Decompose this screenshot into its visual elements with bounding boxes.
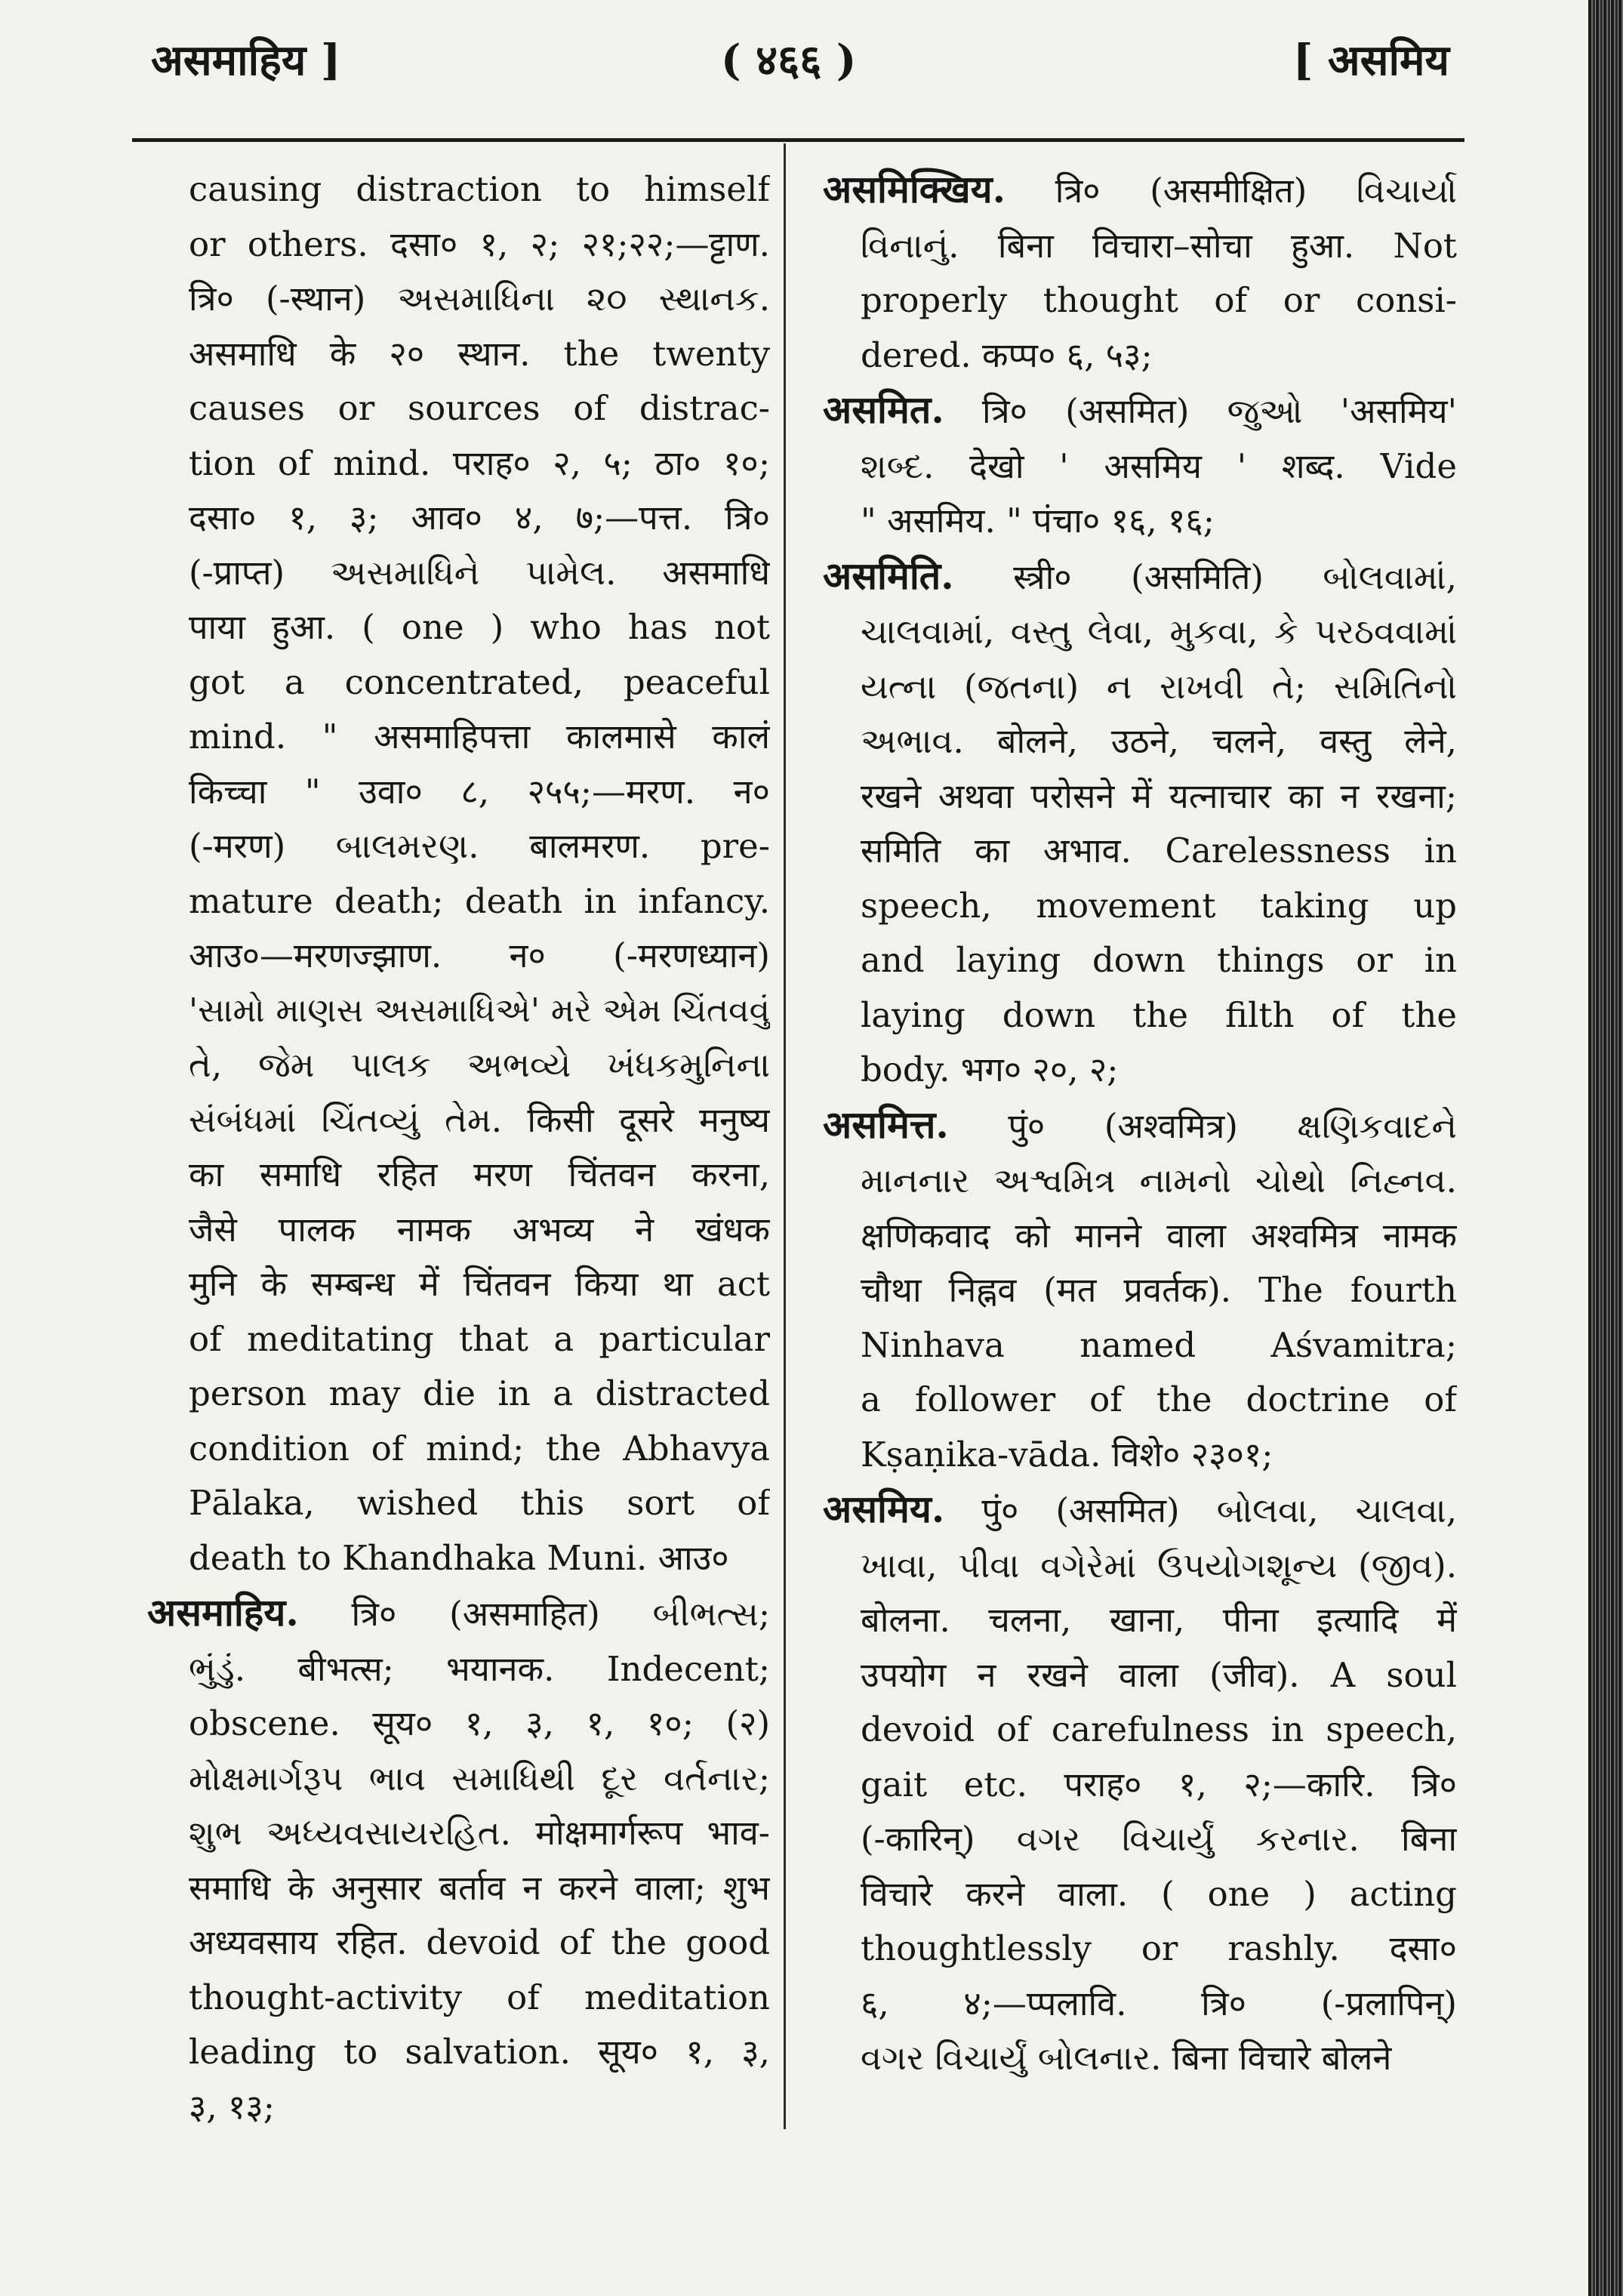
entry-line: पाया हुआ. ( one ) who has not — [189, 607, 770, 647]
entry-line: death to Khandhaka Muni. आउ० — [189, 1537, 729, 1578]
entry-line: સંબંધમાં ચિંતવ્યું તેમ. किसी दूसरे मनुष्य — [189, 1099, 770, 1140]
entry-line: ભુંડું. बीभत्स; भयानक. Indecent; — [189, 1648, 770, 1689]
header-rule — [132, 138, 1464, 142]
entry-line: causes or sources of distrac- — [189, 388, 770, 428]
entry-headword-line: असमाहिय. त्रि० (असमाहित) બીભત્સ; — [147, 1590, 770, 1635]
entry-line: रखने अथवा परोसने में यत्नाचार का न रखना; — [861, 775, 1457, 816]
entry-line: thoughtlessly or rashly. दसा० — [861, 1928, 1457, 1968]
running-head-right: [ असमिय — [1292, 35, 1449, 85]
entry-line: Ninhava named Aśvamitra; — [861, 1324, 1457, 1365]
entry-line: of meditating that a particular — [189, 1318, 770, 1359]
entry-line: ખાવા, પીવા વગેરેમાં ઉપયોગશૂન્ય (જીવ). — [861, 1545, 1457, 1586]
entry-line: mind. " असमाहिपत्ता कालमासे कालं — [189, 717, 770, 757]
entry-line: ચાલવામાં, વસ્તુ લેવા, મુકવા, કે પરઠવવામાં — [861, 612, 1457, 652]
entry-line: असमाधि के २० स्थान. the twenty — [189, 333, 770, 374]
entry-line: ३, १३; — [189, 2086, 275, 2127]
entry-line: mature death; death in infancy. — [189, 880, 770, 921]
entry-line: जैसे पालक नामक अभव्य ने खंधक — [189, 1209, 770, 1250]
page-number: ( ४६६ ) — [721, 35, 857, 85]
entry-line: અભાવ. बोलने, उठने, चलने, वस्तु लेने, — [861, 721, 1457, 761]
headword: असमाहिय. — [147, 1590, 299, 1635]
scan-edge — [1588, 0, 1623, 2296]
entry-line: properly thought of or consi- — [861, 280, 1457, 320]
entry-line: શુભ અધ્યવસાયરહિત. मोक्षमार्गरूप भाव- — [189, 1813, 770, 1853]
entry-line: causing distraction to himself — [189, 169, 770, 209]
entry-line: Kṣaṇika-vāda. विशे० २३०१; — [861, 1434, 1273, 1475]
entry-line: મોક્ષમાર્ગરૂપ ભાવ સમાધિથી દૂર વર્તનાર; — [189, 1758, 770, 1798]
entry-line: person may die in a distracted — [189, 1373, 770, 1413]
entry-line: ६, ४;—प्पलावि. त्रि० (-प्रलापिन्) — [861, 1983, 1457, 2023]
entry-line: उपयोग न रखने वाला (जीव). A soul — [861, 1654, 1457, 1695]
entry-line: का समाधि रहित मरण चिंतवन करना, — [189, 1154, 770, 1194]
entry-line: obscene. सूय० १, ३, १, १०; (२) — [189, 1703, 770, 1743]
entry-headword-line: असमित्त. पुं० (अश्वमित्र) ક્ષણિકવાદને — [823, 1102, 1457, 1147]
entry-line: मुनि के सम्बन्ध में चिंतवन किया था act — [189, 1264, 770, 1304]
entry-line: તે, જેમ પાલક અભવ્યે ખંધકમુનિના — [189, 1045, 770, 1085]
entry-line: or others. दसा० १, २; २१;२२;—ट्टाण. — [189, 223, 770, 264]
entry-line: dered. कप्प० ६, ५३; — [861, 334, 1153, 375]
column-divider — [784, 143, 786, 2129]
entry-line: વિનાનું. बिना विचारा–सोचा हुआ. Not — [861, 225, 1457, 266]
entry-line: gait etc. पराह० १, २;—कारि. त्रि० — [861, 1764, 1457, 1804]
entry-line: શબ્દ. देखो ' असमिय ' शब्द. Vide — [861, 445, 1457, 486]
headword: असमिक्खिय. — [823, 167, 1006, 211]
running-head-left: असमाहिय ] — [151, 35, 341, 85]
headword: असमित्त. — [823, 1102, 949, 1147]
entry-line: thought-activity of meditation — [189, 1977, 770, 2017]
entry-line: आउ०—मरणज्झाण. न० (-मरणध्यान) — [189, 935, 770, 975]
entry-line: किच्चा " उवा० ८, २५५;—मरण. न० — [189, 771, 770, 812]
entry-line: चौथा निह्नव (मत प्रवर्तक). The fourth — [861, 1270, 1457, 1310]
entry-line: समाधि के अनुसार बर्ताव न करने वाला; शुभ — [189, 1867, 770, 1908]
entry-line: body. भग० २०, २; — [861, 1049, 1119, 1089]
entry-line: " असमिय. " पंचा० १६, १६; — [861, 501, 1215, 541]
headword: असमिति. — [823, 553, 954, 598]
entry-line: 'સામો માણસ અસમાધિએ' મરે એમ ચિંતવવું — [189, 991, 770, 1030]
headword: असमिय. — [823, 1487, 945, 1531]
entry-line: त्रि० (-स्थान) અસમાધિના ૨૦ સ્થાનક. — [189, 279, 770, 319]
entry-headword-line: असमिति. स्त्री० (असमिति) બોલવામાં, — [823, 553, 1457, 598]
entry-headword-line: असमिय. पुं० (असमित) બોલવા, ચાલવા, — [823, 1487, 1457, 1531]
entry-line: tion of mind. पराह० २, ५; ठा० १०; — [189, 442, 770, 483]
entry-line: a follower of the doctrine of — [861, 1379, 1457, 1419]
entry-line: अध्यवसाय रहित. devoid of the good — [189, 1922, 770, 1962]
entry-line: વગર વિચાર્યું બોલનાર. बिना विचारे बोलने — [861, 2038, 1392, 2078]
entry-line: (-कारिन्) વગર વિચાર્યું કરનાર. बिना — [861, 1819, 1457, 1859]
entry-line: speech, movement taking up — [861, 885, 1457, 926]
entry-line: યત્ના (જતના) ન રાખવી તે; સમિતિનો — [861, 666, 1457, 707]
right-column — [823, 162, 1457, 2086]
entry-line: समिति का अभाव. Carelessness in — [861, 831, 1457, 871]
left-column — [147, 162, 770, 2134]
entry-headword-line: असमित. त्रि० (असमित) જુઓ 'असमिय' — [823, 387, 1457, 432]
entry-line: got a concentrated, peaceful — [189, 661, 770, 702]
entry-line: (-मरण) બાલમરણ. बालमरण. pre- — [189, 826, 770, 866]
entry-line: devoid of carefulness in speech, — [861, 1709, 1457, 1749]
entry-line: laying down the filth of the — [861, 994, 1457, 1035]
entry-line: विचारे करने वाला. ( one ) acting — [861, 1873, 1457, 1914]
entry-line: बोलना. चलना, खाना, पीना इत्यादि में — [861, 1600, 1457, 1640]
entry-line: क्षणिकवाद को मानने वाला अश्वमित्र नामक — [861, 1215, 1457, 1256]
entry-line: Pālaka, wished this sort of — [189, 1483, 770, 1523]
entry-headword-line: असमिक्खिय. त्रि० (असमीक्षित) વિચાર્યા — [823, 167, 1457, 211]
entry-line: दसा० १, ३; आव० ४, ७;—पत्त. त्रि० — [189, 498, 770, 538]
entry-line: માનનાર અશ્વમિત્ર નામનો ચોથો નિહ્નવ. — [861, 1160, 1457, 1200]
entry-line: and laying down things or in — [861, 940, 1457, 980]
entry-line: leading to salvation. सूय० १, ३, — [189, 2032, 770, 2072]
headword: असमित. — [823, 387, 944, 432]
entry-line: (-प्राप्त) અસમાધિને પામેલ. असमाधि — [189, 552, 770, 593]
entry-line: condition of mind; the Abhavya — [189, 1428, 770, 1469]
